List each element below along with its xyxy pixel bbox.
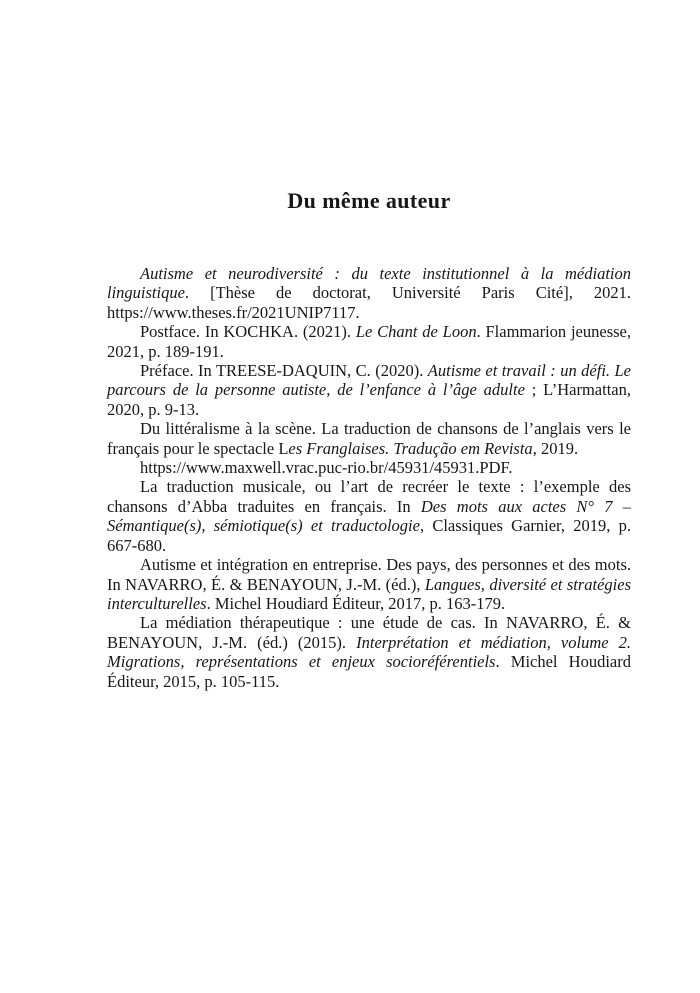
section-title: Du même auteur: [287, 188, 451, 213]
italic-text-segment: Langues, diversité et stratégies interculturelles: [107, 574, 631, 613]
bibliography-entry: [107, 458, 631, 477]
bibliography-entry: [107, 322, 631, 361]
text-segment: La traduction musicale, ou l’art de recréer le texte : l’exemple des chansons d’Abba traduites en français. In: [107, 477, 631, 516]
bibliography-list: [107, 264, 631, 691]
text-segment: Postface. In KOCHKA. (2021).: [140, 322, 356, 342]
text-segment: Autisme et intégration en entreprise. Des pays, des personnes et des mots. In NAVARRO, É. & BENAYOUN, J.-M. (éd.),: [107, 555, 631, 594]
italic-text-segment: Autisme et neurodiversité : du texte institutionnel à la médiation linguistique: [107, 264, 631, 303]
italic-text-segment: es Franglaises. Tradução em Revista: [288, 438, 533, 458]
bibliography-entry: [107, 361, 631, 419]
text-segment: . [Thèse de doctorat, Université Paris Cité], 2021. https://www.theses.fr/2021UNIP7117.: [107, 283, 631, 322]
bibliography-entry: [107, 264, 631, 322]
italic-text-segment: Des mots aux actes N° 7 – Sémantique(s), sémiotique(s) et traductologie: [107, 496, 631, 536]
italic-text-segment: Autisme et travail : un défi. Le parcours de la personne autiste, de l’enfance à l’âge adulte: [107, 361, 631, 400]
text-segment: , Classiques Garnier, 2019, p. 667-680.: [107, 516, 632, 555]
text-segment: La médiation thérapeutique : une étude de cas. In NAVARRO, É. & BENAYOUN, J.-M. (éd.) (2015).: [107, 613, 631, 652]
bibliography-entry: [107, 477, 631, 555]
text-segment: Du littéralisme à la scène. La traduction de chansons de l’anglais vers le français pour le spectacle L: [107, 419, 631, 458]
text-segment: https://www.maxwell.vrac.puc-rio.br/45931/45931.PDF.: [140, 458, 513, 478]
text-segment: ; L’Harmattan, 2020, p. 9-13.: [107, 380, 631, 419]
text-segment: . Flammarion jeunesse, 2021, p. 189-191.: [107, 322, 631, 361]
italic-text-segment: Le Chant de Loon: [355, 322, 477, 342]
bibliography-entry: [107, 555, 631, 613]
bibliography-entry: [107, 419, 631, 458]
text-segment: . Michel Houdiard Éditeur, 2015, p. 105-115.: [107, 652, 631, 691]
text-segment: , 2019.: [532, 438, 579, 458]
italic-text-segment: Interprétation et médiation, volume 2. Migrations, représentations et enjeux socioréférentiels: [107, 632, 632, 672]
text-segment: Préface. In TREESE-DAQUIN, C. (2020).: [140, 361, 428, 381]
text-segment: . Michel Houdiard Éditeur, 2017, p. 163-179.: [206, 593, 506, 613]
bibliography-entry: [107, 613, 631, 691]
text-block: [107, 0, 631, 691]
